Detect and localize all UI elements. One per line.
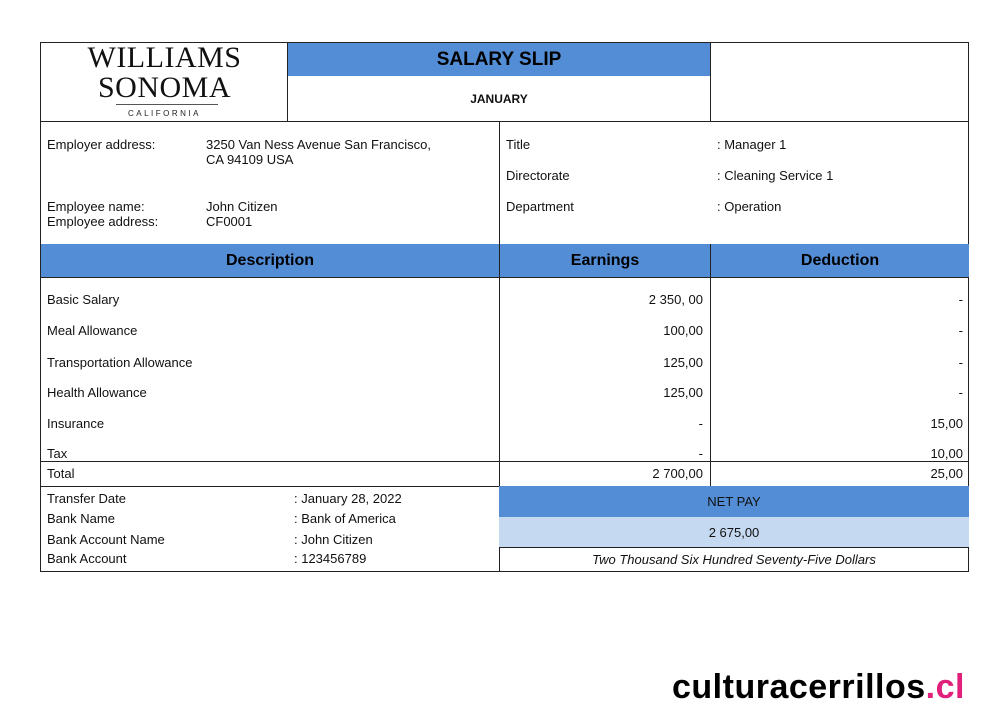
employer-address-line-1: 3250 Van Ness Avenue San Francisco, [206,137,431,152]
watermark-main: culturacerrillos [672,668,926,706]
row-description: Health Allowance [47,385,147,400]
site-watermark [672,668,965,707]
slip-title: SALARY SLIP [288,43,710,76]
divider [41,121,969,122]
row-description: Tax [47,446,68,461]
row-description: Basic Salary [47,292,120,307]
row-description: Meal Allowance [47,323,138,338]
bank-account-name-value: : John Citizen [294,532,373,547]
column-header-deduction: Deduction [711,244,969,277]
salary-slip [40,42,969,572]
row-description: Insurance [47,416,105,431]
department-label: Department [506,199,574,214]
row-earnings: 100,00 [663,323,703,338]
row-earnings: 125,00 [663,355,703,370]
bank-account-value: : 123456789 [294,551,367,566]
employee-address-label: Employee address: [47,214,159,229]
row-deduction: 10,00 [930,446,963,461]
directorate-value: : Cleaning Service 1 [717,168,834,183]
employer-address-label: Employer address: [47,137,156,152]
divider [41,461,969,462]
row-deduction: - [958,355,963,370]
row-deduction: - [958,292,963,307]
bank-name-value: : Bank of America [294,511,396,526]
bank-name-label: Bank Name [47,511,115,526]
employee-address-value: CF0001 [206,214,253,229]
logo-line-2: SONOMA [97,71,232,104]
transfer-date-label: Transfer Date [47,491,126,506]
row-earnings: 125,00 [663,385,703,400]
slip-month: JANUARY [470,91,528,106]
logo-rule [116,104,218,105]
directorate-label: Directorate [506,168,570,183]
divider [710,43,711,121]
employee-name-value: John Citizen [206,199,278,214]
transfer-date-value: : January 28, 2022 [294,491,402,506]
total-earnings: 2 700,00 [652,466,703,481]
net-pay-label: NET PAY [499,486,969,517]
row-deduction: - [958,323,963,338]
total-deduction: 25,00 [930,466,963,481]
department-value: : Operation [717,199,782,214]
row-earnings: - [698,446,703,461]
row-deduction: - [958,385,963,400]
divider [41,277,969,278]
bank-account-label: Bank Account [47,551,127,566]
row-earnings: 2 350, 00 [648,292,703,307]
column-header-earnings: Earnings [500,244,710,277]
bank-account-name-label: Bank Account Name [47,532,165,547]
employer-address-line-2: CA 94109 USA [206,152,294,167]
total-label: Total [47,466,75,481]
net-pay-words: Two Thousand Six Hundred Seventy-Five Dollars [592,552,876,567]
company-logo [41,43,288,121]
net-pay-value: 2 675,00 [499,517,969,547]
watermark-tld: .cl [925,668,965,706]
employee-name-label: Employee name: [47,199,145,214]
logo-line-1: WILLIAMS [87,41,242,74]
row-deduction: 15,00 [930,416,963,431]
row-earnings: - [698,416,703,431]
logo-line-3: CALIFORNIA [127,109,201,118]
title-label: Title [506,137,531,152]
column-header-description: Description [41,244,499,277]
title-value: : Manager 1 [717,137,787,152]
divider [710,244,711,486]
row-description: Transportation Allowance [47,355,193,370]
